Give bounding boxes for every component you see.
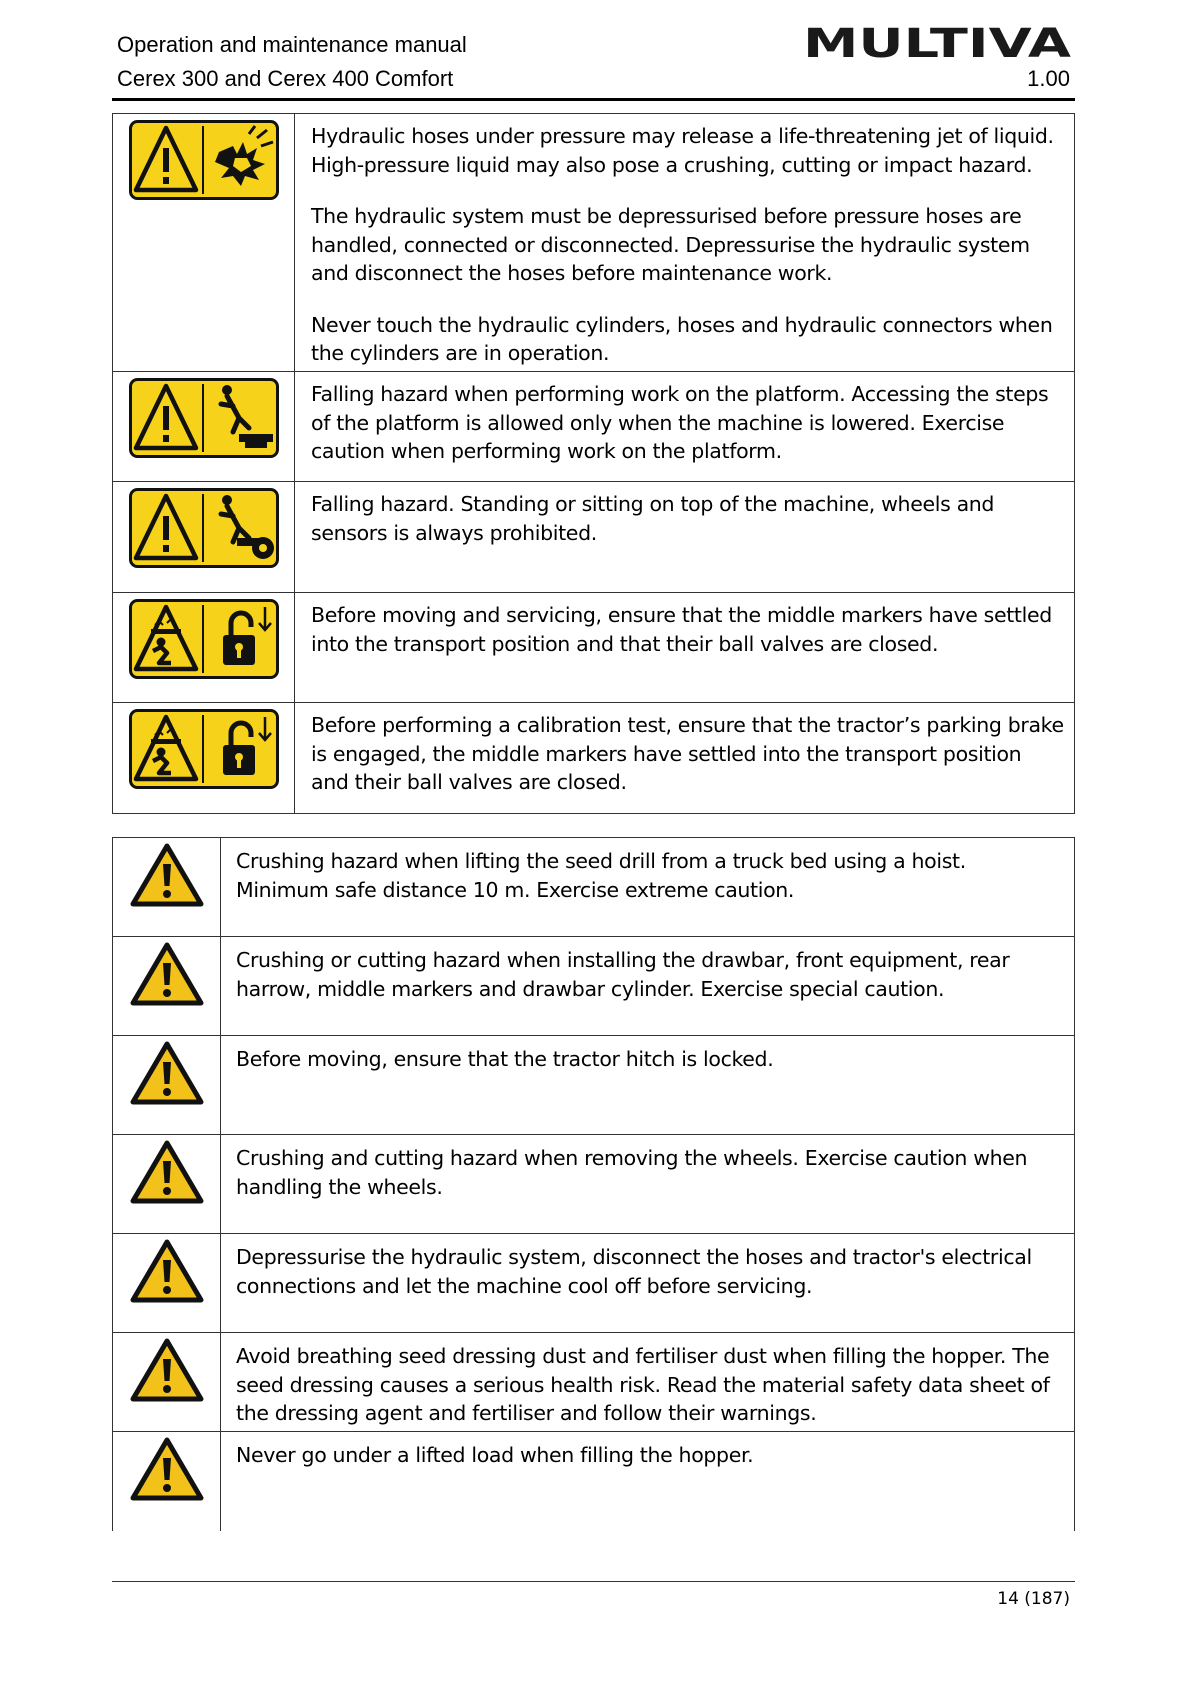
document-version: 1.00 [1027,66,1070,91]
product-name: Cerex 300 and Cerex 400 Comfort [117,66,454,91]
warning-text: Depressurise the hydraulic system, disconnect the hoses and tractor's electrical connections and let the machine cool off before servicing. [236,1245,1032,1298]
caution-triangle-icon [130,1436,204,1502]
warning-row [113,593,1075,703]
warning-triangle-hydraulic-jet-icon [129,120,279,200]
multiva-logo [803,20,1071,62]
svg-text:MULTIVA: MULTIVA [803,21,1071,62]
crush-hazard-lock-icon [129,709,279,789]
warning-text: Never touch the hydraulic cylinders, hoses and hydraulic connectors when the cylinders are in operation. [311,312,1053,365]
warning-row [113,372,1075,482]
warning-text: Crushing and cutting hazard when removing the wheels. Exercise caution when handling the wheels. [236,1146,1028,1199]
caution-row [113,1135,1075,1234]
warning-text: Before performing a calibration test, ensure that the tractor’s parking brake is engaged, the middle markers have settled into the transport position and their ball valves are closed. [311,713,1064,794]
crush-hazard-lock-icon [129,599,279,679]
caution-row [113,1234,1075,1333]
caution-triangle-icon [130,1238,204,1304]
pictogram-warnings-table [112,113,1075,814]
caution-triangle-icon [130,941,204,1007]
footer-rule [112,1581,1075,1582]
warning-text: Falling hazard. Standing or sitting on top of the machine, wheels and sensors is always prohibited. [311,492,995,545]
warning-row [113,114,1075,372]
caution-row [113,937,1075,1036]
warning-text: Never go under a lifted load when filling the hopper. [236,1443,754,1467]
caution-triangle-icon [130,1139,204,1205]
warning-text: Crushing hazard when lifting the seed drill from a truck bed using a hoist. Minimum safe distance 10 m. Exercise extreme caution. [236,849,966,902]
warning-text: Avoid breathing seed dressing dust and fertiliser dust when filling the hopper. The seed dressing causes a serious health risk. Read the material safety data sheet of the dressing agent and fertiliser and follow their warnings. [236,1344,1050,1425]
page-number: 14 (187) [997,1589,1070,1609]
warning-text: The hydraulic system must be depressurised before pressure hoses are handled, connected or disconnected. Depressurise the hydraulic system and disconnect the hoses before maintenance work. [311,204,1030,285]
warning-text: Hydraulic hoses under pressure may release a life-threatening jet of liquid. High-pressure liquid may also pose a crushing, cutting or impact hazard. [311,124,1054,177]
caution-row [113,1432,1075,1531]
warning-triangle-fall-from-machine-icon [129,488,279,568]
warning-text: Before moving, ensure that the tractor hitch is locked. [236,1047,774,1071]
warning-row [113,482,1075,593]
warning-text: Crushing or cutting hazard when installing the drawbar, front equipment, rear harrow, middle markers and drawbar cylinder. Exercise special caution. [236,948,1010,1001]
caution-triangle-icon [130,1040,204,1106]
caution-triangle-icon [130,1337,204,1403]
caution-warnings-table [112,837,1075,1531]
caution-row [113,1036,1075,1135]
caution-row [113,838,1075,937]
warning-text: Falling hazard when performing work on the platform. Accessing the steps of the platform is allowed only when the machine is lowered. Exercise caution when performing work on the platform. [311,382,1049,463]
header-rule [112,98,1075,101]
manual-title: Operation and maintenance manual [117,32,467,57]
warning-text: Before moving and servicing, ensure that the middle markers have settled into the transport position and that their ball valves are closed. [311,603,1052,656]
caution-triangle-icon [130,842,204,908]
warning-triangle-fall-from-platform-icon [129,378,279,458]
caution-row [113,1333,1075,1432]
warning-row [113,703,1075,814]
